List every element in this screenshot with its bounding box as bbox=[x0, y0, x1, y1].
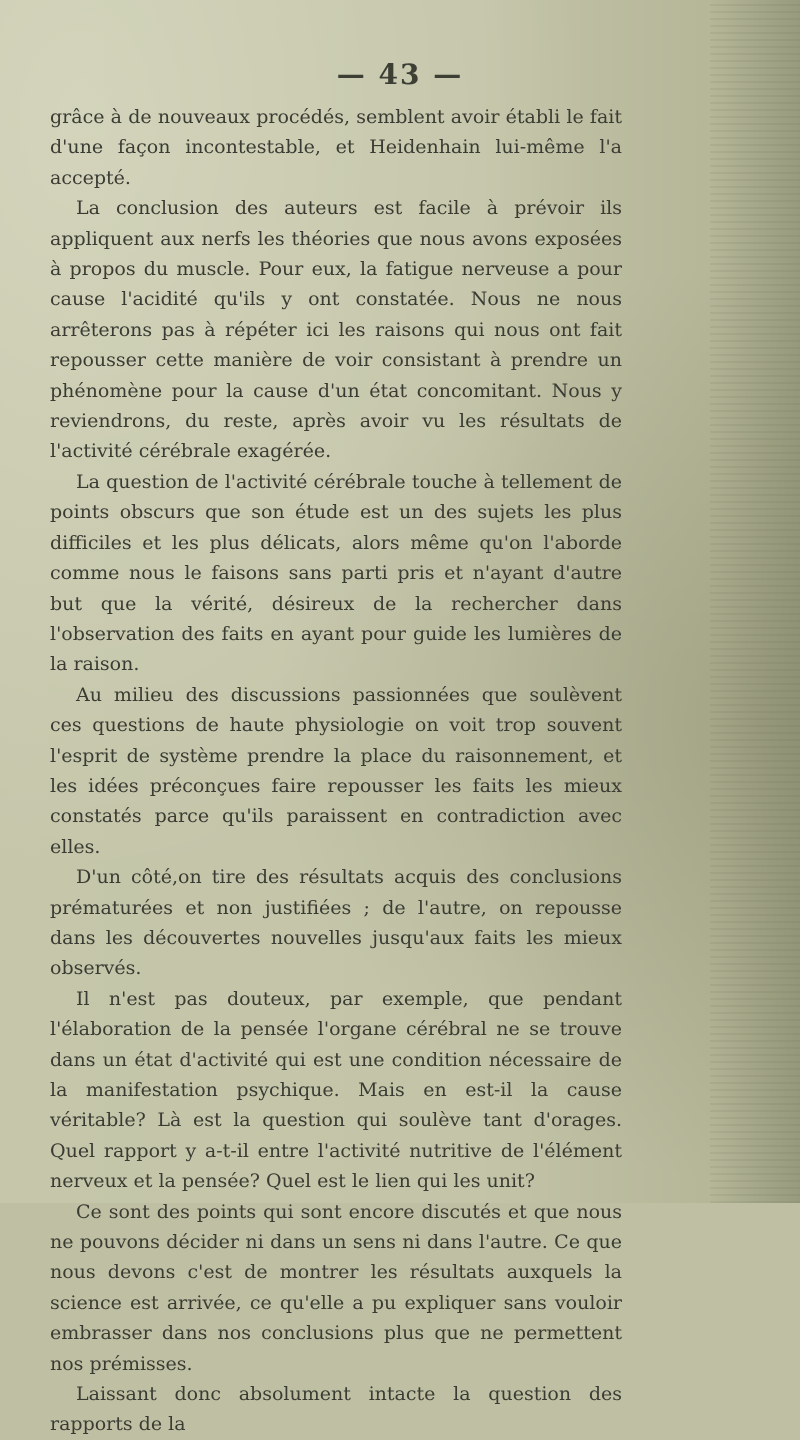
paragraph-5: D'un côté,on tire des résultats acquis des conclusions prématurées et non justifiées ; de l'autre, on repousse dans les découvertes nouvelles jusqu'aux faits les mieux observés. bbox=[50, 866, 622, 980]
paragraph-2: La conclusion des auteurs est facile à prévoir ils appliquent aux nerfs les théories que nous avons exposées à propos du muscle. Pour eux, la fatigue nerveuse a pour cause l'acidité qu'ils y ont constatée. Nous ne nous arrêterons pas à répéter ici les raisons qui nous ont fait repousser cette manière de voir consistant à prendre un phénomène pour la cause d'un état concomitant. Nous y reviendrons, du reste, après avoir vu les résultats de l'activité cérébrale exagérée. bbox=[50, 197, 622, 463]
paragraph-7: Ce sont des points qui sont encore discutés et que nous ne pouvons décider ni dans un sens ni dans l'autre. Ce que nous devons c'est de montrer les résultats auxquels la science est arrivée, ce qu'elle a pu expliquer sans vouloir embrasser dans nos conclusions plus que ne permettent nos prémisses. bbox=[50, 1200, 622, 1375]
paragraph-4: Au milieu des discussions passionnées que soulèvent ces questions de haute physiologie on voit trop souvent l'esprit de système prendre la place du raisonnement, et les idées préconçues faire repousser les faits les mieux constatés parce qu'ils paraissent en contradiction avec elles. bbox=[50, 683, 622, 858]
page-edge bbox=[710, 0, 800, 1203]
body-text bbox=[50, 102, 622, 1440]
paragraph-1: grâce à de nouveaux procédés, semblent avoir établi le fait d'une façon incontestable, et Heidenhain lui-même l'a accepté. bbox=[50, 106, 622, 189]
paragraph-8: Laissant donc absolument intacte la question des rapports de la bbox=[50, 1383, 622, 1436]
paragraph-6: Il n'est pas douteux, par exemple, que pendant l'élaboration de la pensée l'organe cérébral ne se trouve dans un état d'activité qui est une condition nécessaire de la manifestation psychique. Mais en est-il la cause véritable? Là est la question qui soulève tant d'orages. Quel rapport y a-t-il entre l'activité nutritive de l'élément nerveux et la pensée? Quel est le lien qui les unit? bbox=[50, 987, 622, 1193]
paragraph-3: La question de l'activité cérébrale touche à tellement de points obscurs que son étude est un des sujets les plus difficiles et les plus délicats, alors même qu'on l'aborde comme nous le faisons sans parti pris et n'ayant d'autre but que la vérité, désireux de la rechercher dans l'observation des faits en ayant pour guide les lumières de la raison. bbox=[50, 470, 622, 676]
page-number: — 43 — bbox=[336, 58, 464, 91]
